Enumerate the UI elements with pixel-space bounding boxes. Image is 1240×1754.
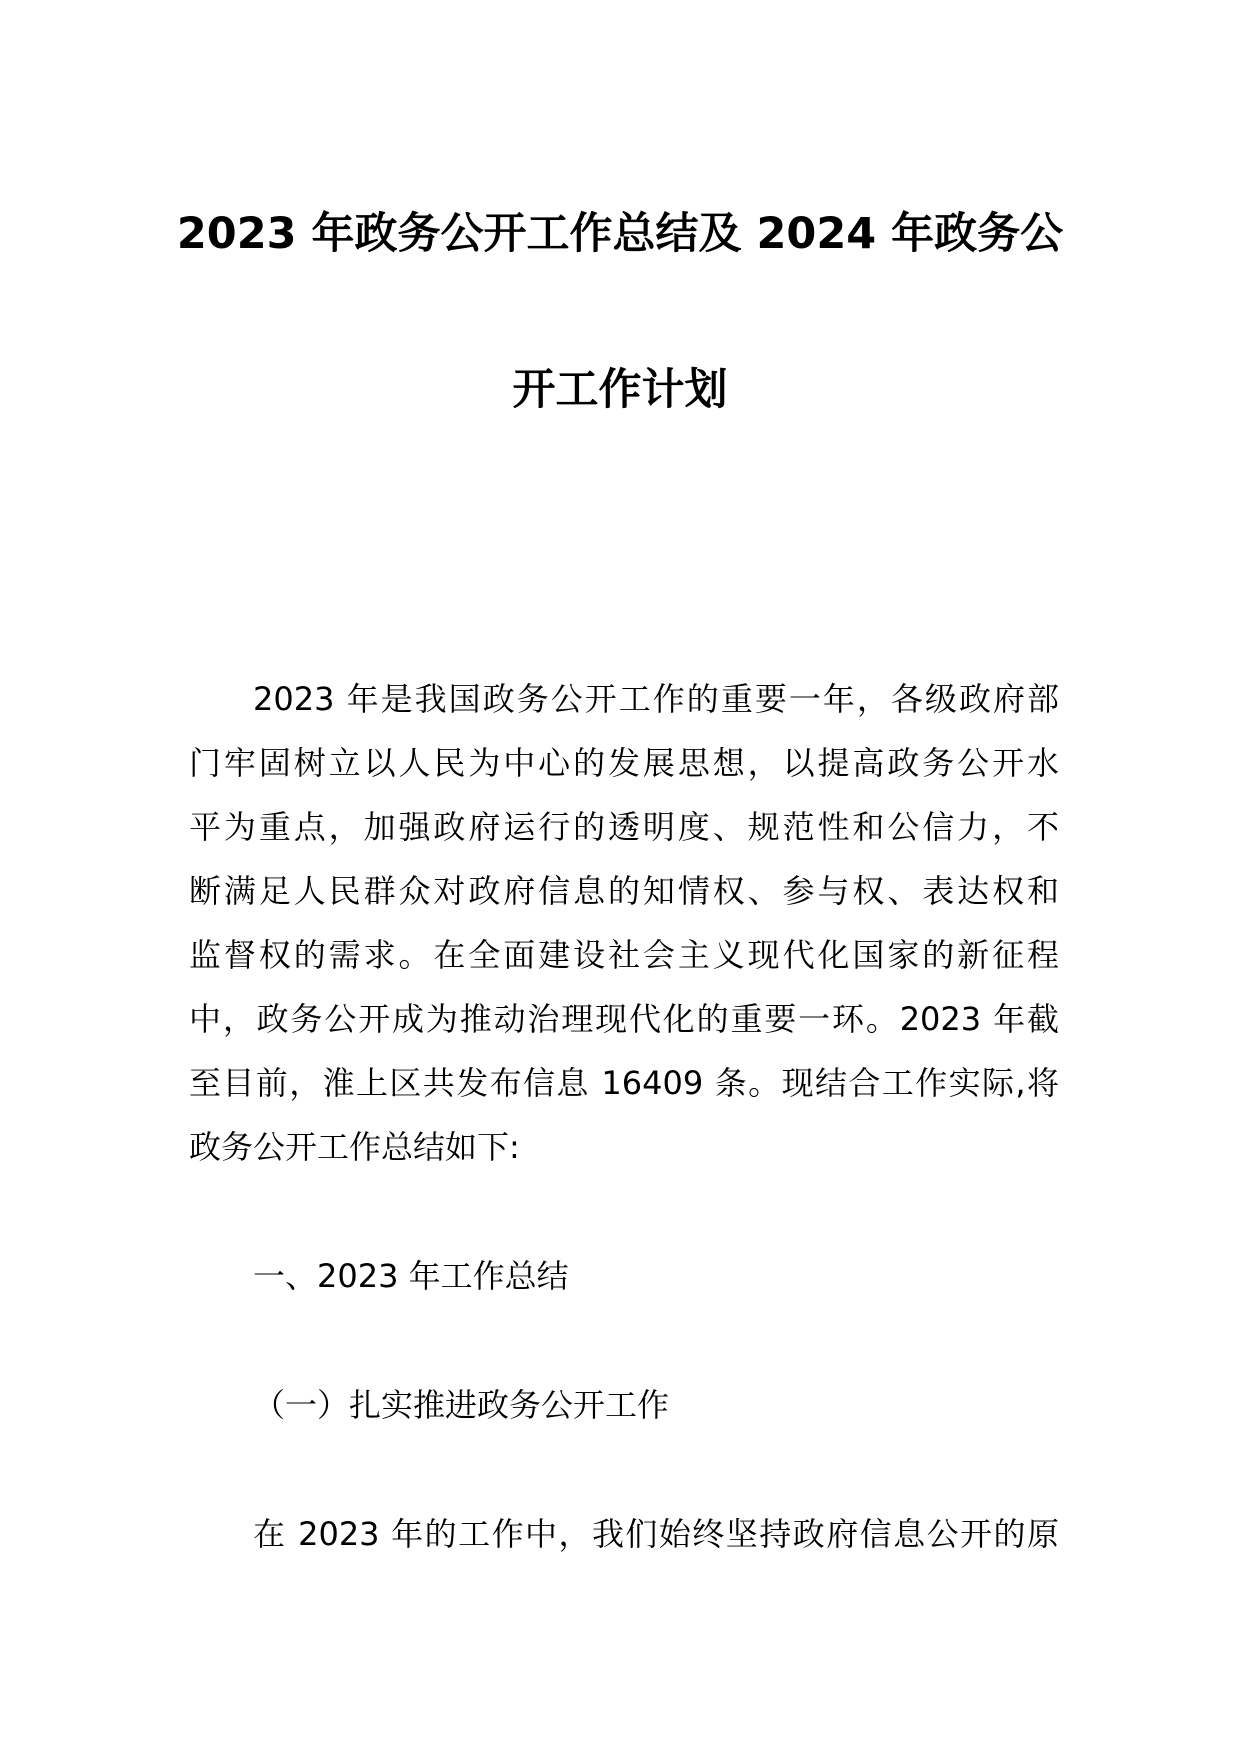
document-title-line-1: 2023 年政务公开工作总结及 2024 年政务公 <box>176 209 1064 259</box>
paragraph-1-line-8: 政务公开工作总结如下: <box>189 1128 520 1166</box>
paragraph-1-line-6: 中，政务公开成为推动治理现代化的重要一环。2023 年截 <box>189 1000 1059 1038</box>
paragraph-1-line-2: 门牢固树立以人民为中心的发展思想，以提高政务公开水 <box>189 744 1059 782</box>
subsection-1-heading: （一）扎实推进政务公开工作 <box>253 1386 670 1424</box>
paragraph-1-line-7: 至目前，淮上区共发布信息 16409 条。现结合工作实际,将 <box>189 1064 1059 1102</box>
paragraph-1-line-4: 断满足人民群众对政府信息的知情权、参与权、表达权和 <box>189 872 1059 910</box>
paragraph-2-line-1: 在 2023 年的工作中，我们始终坚持政府信息公开的原 <box>253 1515 1059 1553</box>
section-1-heading: 一、2023 年工作总结 <box>253 1257 569 1295</box>
paragraph-1-line-5: 监督权的需求。在全面建设社会主义现代化国家的新征程 <box>189 936 1059 974</box>
document-title-line-2: 开工作计划 <box>512 365 728 415</box>
paragraph-1-line-3: 平为重点，加强政府运行的透明度、规范性和公信力，不 <box>189 808 1059 846</box>
paragraph-1-line-1: 2023 年是我国政务公开工作的重要一年，各级政府部 <box>253 680 1059 718</box>
